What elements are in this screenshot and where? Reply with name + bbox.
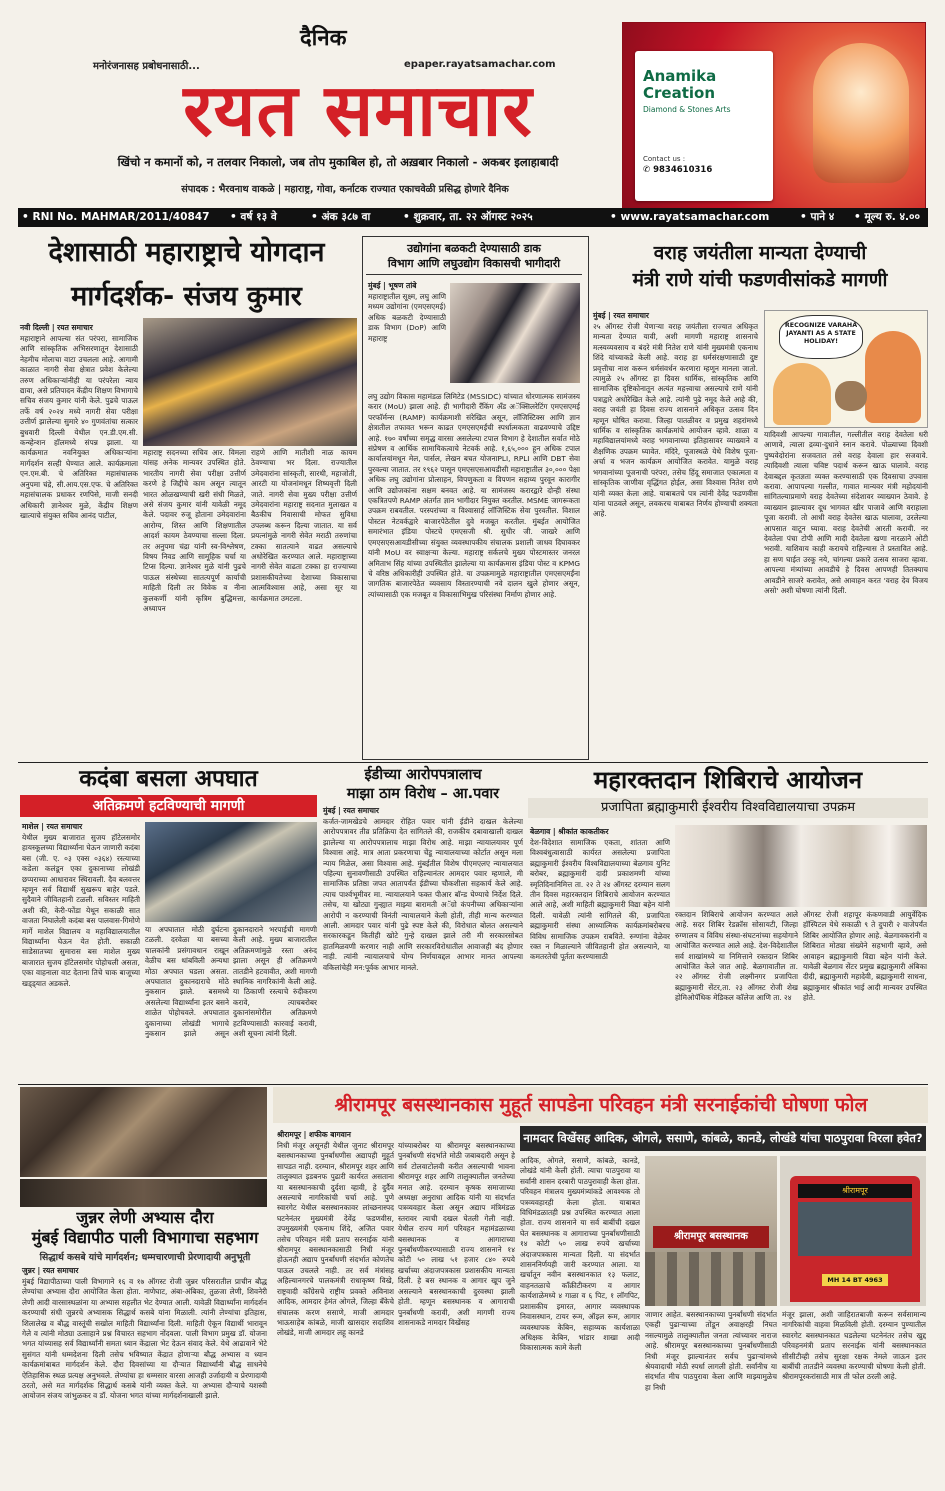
- story1-col3: राहणे आणि मातीशी नाळ कायम ठेवण्याचा भर दिला. राज्यातील उमेदवारांना सांस्कृती, सारथी, महाजोती, आरटी या योजनांमधून शिष्यवृत्ती दिली जाते. नागरी सेवा मुख्य परीक्षा उत्तीर्ण उमेदवारांना महाराष्ट्र सदनात मुलाखत व बैठकीच निवासाची मोफत सुविधा उपलब्ध करून दिल्या जातात. या सर्व प्रयत्नांमुळे नागरी सेवेत मराठी तरुणांचा टक्का सातत्याने वाढत असल्याचे अधोरेखित करण्यात आले. महाराष्ट्राच्या नागरी सेवेत वाढता टक्का हा राज्याच्या प्रशासकीयतेच्या देशाच्या विकासाचा आत्मविश्वास आहे, असा सूर या कार्यक्रमात उमटला.: [251, 448, 357, 603]
- bus-stand-photo: [645, 1156, 777, 1306]
- rni-number: • RNI No. MAHMAR/2011/40847: [22, 211, 210, 223]
- story7-subhead: सिद्धार्थ कसबे यांचे मार्गदर्शन; धम्मचारणाची प्रेरणादायी अनुभूती: [39, 1252, 251, 1263]
- bus-stand-sign: श्रीरामपूर बसस्थानक: [653, 1226, 769, 1248]
- story8-dateline: श्रीरामपूर | शफीक बागवान: [277, 1130, 351, 1139]
- issue-label: • अंक ३८७ वा: [311, 211, 371, 223]
- story8-col1: निधी मंजूर असूनही येथील जुनाट श्रीरामपूर बसस्थानकाच्या पुनर्बांधणीस अद्यापही मुहूर्त सापडत नाही. दरम्यान, श्रीरामपूर शहर आणि तालुक्यात इडबनफ पुढारी कार्यरत असताना या बसस्थानकाची दुर्दशा व्हावी, हे दुर्दैव असल्याचे नागरिकांची चर्चा आहे. पुणे स्वारगेट येथील बसस्थानकावर लांच्छनास्पद घटनेनंतर मुख्यमंत्री देवेंद्र फडणवीस, उपमुख्यमंत्री एकनाथ शिंदे, अजित पवार तसेच परिवहन मंत्री प्रताप सरनाईक यांनी श्रीरामपूर बसस्थानकासाठी निधी मंजूर होऊनही अद्याप पुनर्बांधणी संदर्भात कोणतेच पाऊल उचलले नाही. तर सर्व मंत्रांसह अहिल्यानगरचे पालकमंत्री राधाकृष्ण विखे, राष्ट्रवादी काँग्रेसचे राष्ट्रीय प्रवक्ते अविनाश आदिक, आमदार हेमंत ओगले, जिल्हा बँकेचे संचालक करण ससाणे, माजी आमदार भाऊसाहेब कांबळे, माजी खासदार सदाशिव लोखंडे, माजी आमदार लहू कानडे: [277, 1141, 394, 1338]
- story8-subhead: नामदार विखेंसह आदिक, ओगले, ससाणे, कांबळे, कानडे, लोखंडे यांचा पाठपुरावा विरला हवेत?: [520, 1126, 926, 1151]
- bus-stand-pillars: [645, 1252, 777, 1306]
- story4-subhead: अतिक्रमणे हटविण्याची मागणी: [20, 795, 317, 817]
- masthead-editor: संपादक : भैरवनाथ वाकळे | महाराष्ट्र, गोवा, कर्नाटक राज्यात एकाचवेळी प्रसिद्ध होणारे दैनिक: [181, 184, 509, 195]
- cartoon-idol: [835, 381, 867, 411]
- ad-phone: ✆ 9834610316: [643, 165, 713, 175]
- story7-photo-1: [20, 1087, 267, 1177]
- masthead-quote: खिंचो न कमानों को, न तलवार निकालो, जब तोप मुकाबिल हो, तो अख़बार निकालो - अकबर इलाहाबादी: [117, 155, 559, 169]
- story7-body: मुंबई विद्यापीठाच्या पाली विभागाने १६ व १७ ऑगस्ट रोजी जुन्नर परिसरातील प्राचीन बौद्ध लेण्यांचा अभ्यास दौरा आयोजित केला होता. नाणेघाट, अंबा-अंबिका, तुळजा लेणी, शिवनेरी लेणी आदी वारसास्थळांना या अभ्यास सहलीत भेट देण्यात आली. यावेळी विद्यार्थ्यांना मार्गदर्शन करण्याची संधी जुन्नरचे अभ्यासक सिद्धार्थ कसबे यांना मिळाली. त्यांनी लेण्यांचा इतिहास, शिलालेख व बौद्ध वास्तूंची सखोल माहिती विद्यार्थ्यांना दिली. माहिती ऐकून विद्यार्थी भारावून गेले व त्यांनी मोठ्या उत्साहाने प्रश्न विचारत सहभाग नोंदवला. पाली विभाग प्रमुख डॉ. योजना भगत यांच्यासह सर्व विद्यार्थ्यांनी समता ध्यान केंद्राला भेट देऊन संवाद केले. येथे आढावाने भेटे सुसंगत यांनी धम्मदेशना दिली तसेच भविष्यात केंद्रात होणाऱ्या बौद्ध अभ्यास व ध्यान कार्यक्रमांबाबत मार्गदर्शन केले. दौरा दिवसांच्या या दौऱ्यात विद्यार्थ्यांनी बौद्ध साधनेचे ऐतिहासिक स्थळ प्रत्यक्ष अनुभवले. लेण्यांचा हा धम्मसार वारसा आजही उर्जादायी व प्रेरणादायी ठरतो, असे मत मार्गदर्शक सिद्धार्थ कसबे यांनी व्यक्त केले. या अभ्यास दौऱ्याचे यशस्वी आयोजन संजय जांभुळकर व डॉ. योजना भगत यांच्या मार्गदर्शनाखाली झाले.: [22, 1277, 267, 1401]
- ad-contact-label: Contact us :: [643, 155, 686, 163]
- story2-dateline: मुंबई | भूषण तांबे: [368, 281, 417, 290]
- section-divider-2: [18, 1084, 928, 1085]
- story4-headline[interactable]: कदंबा बसला अपघात: [79, 766, 258, 792]
- story3-headline[interactable]: वराह जयंतीला मान्यता देण्याची मंत्री राणे यांची फडणवीसांकडे मागणी: [632, 242, 888, 291]
- price-label: • मूल्य रु. ४.००: [854, 211, 921, 223]
- story4-dateline: माशेल | रयत समाचार: [22, 822, 83, 831]
- story7-dateline: जुन्नर | रयत समाचार: [22, 1266, 79, 1275]
- bus-windshield: [798, 1202, 912, 1256]
- bus-photo: [780, 1156, 926, 1306]
- story7-headline[interactable]: जुन्नर लेणी अभ्यास दौरा मुंबई विद्यापीठ पाली विभागाचा सहभाग: [31, 1208, 259, 1247]
- date-label: • शुक्रवार, ता. २२ ऑगस्ट २०२५: [403, 211, 533, 223]
- story4-body: येथील मुख्य बाजारात सुजय हॉटेलसमोर हायस्कूलच्या विद्यार्थ्यांना घेऊन जाणारी कदंबा बस (जी. ए. ०३ एक्स ०३६४) रस्त्याच्या कडेला कलंडून एका दुकानाच्या लोखंडी छप्पराच्या आधारावर स्थिरावली. दैव बलवत्तर म्हणून सर्व विद्यार्थी सुखरूप बाहेर पडले. सुदैवाने जीवितहानी टळली. सविस्तर माहिती अशी की, केरी-फोंडा येथून सकाळी सात वाजता निघालेली कदंबा बस पालवास-गिमोणे मार्गे माशेल विद्यालय व महाविद्यालयातील विद्यार्थ्यांना घेऊन येत होती. सकाळी साडेसातच्या सुमारास बस माशेल मुख्य बाजारात सुजय हॉटेलसमोर पोहोचली असता, एका वाहनाला वाट देताना तिचे चाक बाजूच्या खड्ड्यात अडकले.: [22, 833, 140, 988]
- story8-headline[interactable]: श्रीरामपूर बसस्थानकास मुहूर्त सापडेना परिवहन मंत्री सरनाईकांची घोषणा फोल: [334, 1094, 868, 1116]
- story7-photo-2: [20, 1179, 267, 1207]
- story6-col2: रक्तदान शिबिराचे आयोजन करण्यात आले आहे. सदर शिबिर रेडक्रॉस सोसायटी, जिल्हा रुग्णालय व विविध संस्था-संघटनांच्या सहयोगाने आयोजित करण्यात आले आहे. देश-विदेशातील सर्व शाखांमध्ये या निमित्ताने रक्तदान शिबिर आयोजित केले जात आहे. बेळगावातील ता. २२ ऑगस्ट रोजी लक्ष्मीनगर प्रजापिता ब्रह्माकुमारी सेंटर,ता. २३ ऑगस्ट रोजी शेख होमिओपॅथिक मेडिकल कॉलेज आणि ता. २४: [675, 910, 798, 1003]
- story6-subhead: प्रजापिता ब्रह्माकुमारी ईश्वरीय विश्वविद्यालयाचा उपक्रम: [528, 798, 928, 818]
- story2-body: लघु उद्योग विकास महामंडळ लिमिटेड (MSSIDC) यांच्यात धोरणात्मक सामंजस्य करार (MoU) झाला आहे. ही भागीदारी रँकिंग अँड अॅक्सिलरेटिंग एमएसएमई परफॉर्मन्स (RAMP) कार्यक्रमाशी संरेखित असून, लॉजिस्टिक्स आणि ज्ञान क्षेत्रातील तफावत भरून काढत एमएसएमईंची स्पर्धात्मकता वाढवण्याचे उद्दिष्ट आहे. १७० वर्षांच्या समृद्ध वारसा असलेल्या टपाल विभाग हे देशातील सर्वात मोठे संप्रेषण व आर्थिक सामायिकत्वाचे नेटवर्क आहे. १,६५,००० हून अधिक टपाल कार्यालयांमधून मेल, पार्सल, लेखन बचत योजनाPLI, RPLI आणि DBT सेवा पुरवल्या जातात. तर १९६२ पासून एमएसएसआयडीसी महाराष्ट्रातील ३०,००० पेक्षा अधिक लघु उद्योगांना प्रोत्साहन, विपणुकता व विपणन सहाय्य पुरवून कारागीर आणि उद्योजकांना सक्षम बनवत आहे. या सामंजस्य करारद्वारे दोन्ही संस्था एकत्रितपणे RAMP अंतर्गत ज्ञान भागीदार नियुक्त करतील. MSME जागरूकता उपक्रम राबवतील. परस्परांच्या व विश्वासार्ह लॉजिस्टिक सेवा पुरवतील. विशाल पोस्टल नेटवर्कद्वारे बाजारपेठेतील दुवे मजबूत करतील. मुंबईत आयोजित समारंभात इंडिया पोस्टचे एमएसजी श्री. सुधीर जी. जाखरे आणि एमएसएसआयडीसीच्या संयुक्त व्यवस्थापकीय संचालक प्रशाली जाधव दिघावकर यांनी MoU वर स्वाक्षऱ्या केल्या. महाराष्ट्र सर्कलचे मुख्य पोस्टमास्तर जनरल अमिताभ सिंह यांच्या उपस्थितीत झालेल्या या कार्यक्रमास इंडिया पोस्ट व KPMG चे वरिष्ठ अधिकारीही उपस्थित होते. या उपक्रमामुळे महाराष्ट्रातील एमएसएमईंना जागतिक बाजारपेठेत व्यवसाय विस्तारण्याची नवे दालन खुले होणार असून, त्यांच्यासाठी एक मजबूत व विकासाभिमुख परिसंस्था निर्माण होणार आहे.: [368, 392, 580, 599]
- story4-col2: या अपघातात मोठी दुर्घटना टळली. दरवेळा या बसच्या चालकांनी प्रसंगावधान राखून वेळीच बस थांबविली अन्यथा मोठा अपघात घडला असता. अपघातात दुकानदाराचे मोठे नुकसान झाले. बसमध्ये असलेल्या विद्यार्थ्यांना इतर बसने शाळेत पोहोचवले. अपघातात दुकानाच्या लोखंडी भागाचे नुकसान झाले असून दुकानदाराने भरपाईची मागणी केली आहे. मुख्य बाजारातील अतिक्रमणांमुळे रस्ता अरुंद झाला असून ही अतिक्रमणे तातडीने हटवावीत, अशी मागणी स्थानिक नागरिकांनी केली आहे. या ठिकाणी रस्त्याचे रुंदीकरण करावे, त्याचबरोबर दुकानांसमोरील अतिक्रमणे हटविण्यासाठी कारवाई करावी, अशी सूचना त्यांनी दिली.: [145, 925, 317, 1039]
- story5-dateline: मुंबई | रयत समाचार: [323, 806, 379, 815]
- story4-photo: [145, 822, 317, 922]
- cartoon-figure-right: [865, 331, 921, 423]
- story5-body: कर्जत-जामखेडचे आमदार रोहित पवार यांनी ईडीने दाखल केलेल्या आरोपपत्रावर तीव्र प्रतिक्रिया देत सांगितले की, राजकीय दबावाखाली दाखल झालेल्या या आरोपपत्रालाच माझा विरोध आहे. माझा न्यायालयावर पूर्ण विश्वास आहे. मात्र आता प्रकरणाचा चेंडू न्यायालयाच्या कोर्टात असून मला न्याय मिळेल, असा विश्वास आहे. मुंबईतील विशेष पीएमएलए न्यायालयात पहिल्या सुनावणीसाठी उपस्थित राहिल्यानंतर आमदार पवार म्हणाले, मी सामाजिक प्रतिष्ठा जपत आतापर्यंत ईडीच्या चौकशीला सहकार्य केले आहे. त्याच पार्श्वभूमीवर मा. न्यायालयाने फक्त पीआर बॉन्ड घेण्याचे निर्देश दिले. तसेच, या खोट्या गुन्ह्यात माझ्या बारामती अॅग्रो कंपनीच्या अधिकाऱ्यांना आरोपी न करण्याची विनंती न्यायालयाने केली होती, तीही मान्य करण्यात आली. आमदार पवार यांनी पुढे स्पष्ट केले की, विरोधात बोलत असल्याने सरकारकडून कितीही खोटे गुन्हे दाखल झाले तरी मी सरकारसोबत हातमिळवणी करणार नाही आणि सरकारविरोधातील आवाजही बंद होणार नाही. त्यांनी न्यायालयाचे योग्य निर्णयावद्दल आभार मानत आपल्या वकिलांचेही मन:पूर्वक आभार मानले.: [323, 817, 523, 972]
- story8-col2: यांच्याबरोबर या श्रीरामपूर बसस्थानकाच्या पुनर्बांधणी संदर्भाते मोठी जबाबदारी असून हे सर्व टोलवाटोलवी करीत असल्याची भावना श्रीरामपूर शहर आणि तालुक्यातील जनतेच्या मनात आहे. दरम्यान कृषक समाजाच्या अध्यक्षा अनुराधा आदिक यांनी या संदर्भात पत्रव्यवहार केला असून अद्याप मंत्रिमंडळ स्तरावर त्याची दखल घेतली गेली नाही. येथील राज्य मार्ग परिवहन महामंडळाच्या बसस्थानक व आगाराच्या पुनर्बांधणीकरण्यासाठी राज्य शासनाने १४ कोटी ५० लाख ५१ हजार ८४० रुपये खर्चाच्या अंदाजपत्रकास प्रशासकीय मान्यता दिली. हे बस स्थानक व आगार खूप जुने असल्याने बसस्थानकाची दुरवस्था झाली होती. म्हणून बसस्थानक व आगाराची पुनर्बांधणी करावी, अशी मागणी राज्य शासनाकडे नामदार विखेंसह: [398, 1141, 515, 1327]
- story2-headline[interactable]: उद्योगांना बळकटी देण्यासाठी डाक विभाग आणि लघुउद्योग विकासची भागीदारी: [366, 241, 582, 275]
- ad-subtitle: Diamond & Stones Arts: [643, 105, 731, 114]
- story6-body: देश-विदेशात सामाजिक एकता, शांतता आणि विश्वबंधुत्वासाठी कार्यरत असलेल्या प्रजापिता ब्रह्माकुमारी ईश्वरीय विश्वविद्यालयाच्या बेळगाव युनिट बरोबर, ब्रह्माकुमारी दादी प्रकाशमणी यांच्या स्मृतिदिनानिमित्त ता. २२ ते २४ ऑगस्ट दरम्यान सलग तीन दिवस महारक्तदान शिबिराचे आयोजन करण्यात आले आहे, अशी माहिती ब्रह्माकुमारी विद्या बहेन यांनी दिली. यावेळी त्यांनी सांगितले की, प्रजापिता ब्रह्माकुमारी संस्था आध्यात्मिक कार्यक्रमांबरोबरच विविध सामाजिक उपक्रम राबविते. रुग्णांना वेळेवर रक्त न मिळाल्याने जीवितहानी होत असल्याने, या कमतरतेची पूर्तता करण्यासाठी: [530, 838, 670, 962]
- ganesha-figure: [813, 43, 909, 183]
- story2-photo: [450, 283, 580, 383]
- tagline: मनोरंजनासह प्रबोधनासाठी...: [93, 61, 200, 72]
- pages-label: • पाने ४: [800, 211, 835, 223]
- website-link[interactable]: • www.rayatsamachar.com: [610, 211, 770, 223]
- story6-headline[interactable]: महारक्तदान शिबिराचे आयोजन: [593, 766, 863, 794]
- section-divider: [18, 762, 928, 763]
- ad-brand: Anamika Creation: [643, 67, 717, 102]
- cartoon-figure: [773, 363, 831, 425]
- masthead-title: रयत समाचार: [183, 68, 533, 152]
- infobar-rule-top: [18, 205, 928, 206]
- phone-icon: ✆: [643, 165, 654, 175]
- epaper-link[interactable]: epaper.rayatsamachar.com: [404, 59, 556, 70]
- daily-label: दैनिक: [300, 26, 347, 51]
- year-label: • वर्ष १३ वे: [230, 211, 277, 223]
- story3-dateline: मुंबई | रयत समाचार: [593, 311, 649, 320]
- bus-number-plate: MH 14 BT 4963: [822, 1274, 888, 1286]
- bus-destination-board: श्रीरामपूर: [798, 1184, 912, 1198]
- story8-col3: आदिक, ओगले, ससाणे, कांबळे, कानडे, लोखंडे यांनी केली होती. त्याचा पाठपुरावा या सर्वांनी शासन दरबारी पाठपुरावाही केला होता. परिवहन मंत्रालय मुख्यमंत्र्यांकडे आवश्यक तो पत्रव्यवहारही केला होता. याबाबत विधिमंडळातही प्रश्न उपस्थित करण्यात आला होता. राज्य शासनाने या सर्व बाबींची दखल घेत बसस्थानक व आगाराच्या पुनर्बांधणीसाठी १४ कोटी ५० लाख रुपये खर्चाच्या अंदाजपत्रकास मान्यता दिली. या संदर्भात शासननिर्णयही जारी करण्यात आला. या खर्चातून नवीन बसस्थानकात १३ फलाट, वाहनतळाचे काँक्रीटीकरण व आगार कार्यशाळेमध्ये ४ गाळा व ६ पिट, १ लॉगपिट, प्रशासकीय इमारत, आगार व्यवस्थापक निवासस्थान, टायर रूम, ऑइल रूम, आगार व्यवस्थापक केबिन, सहाय्यक कार्यशाळा अधिक्षक केबिन, भांडार शाखा आदी विकासात्मक कामे केली: [520, 1156, 640, 1353]
- story6-col3: ऑगस्ट रोजी शहापूर कंकणवाडी आयुर्वेदिक हॉस्पिटल येथे सकाळी ९ ते दुपारी २ वाजेपर्यंत शिबिर आयोजित होणार आहे. बेळगावकरांनी व शिबिरात मोठ्या संख्येने सहभागी व्हावे, असे आवाहन ब्रह्माकुमारी विद्या बहेन यांनी केले. यावेळी बेळगाव सेंटर प्रमुख ब्रह्माकुमारी अंबिका दीदी, ब्रह्माकुमारी महादेवी, ब्रह्माकुमारी साधना, ब्रह्माकुमार श्रीकांत भाई आदी मान्यवर उपस्थित होते.: [803, 910, 927, 1003]
- story1-col2: महाराष्ट्र सदनच्या सचिव आर. विमला यांसह अनेक मान्यवर उपस्थित होते. भारतीय नागरी सेवा परीक्षा उत्तीर्ण करणे हे जिद्दीचे काम असून त्यातून भारत ओळखण्याची खरी संधी मिळते, असे संजय कुमार यांनी यावेळी नमूद केले. पदावर रुजू होताना उमेदवारांना आरोग्य, शिस्त आणि शिक्षणातील आदर्श कायम ठेवण्याचा सल्ला दिला. तर अनुपमा चंद्रा यांनी स्व-विश्लेषण, विषय निवड आणि सामूहिक चर्चा या टिप्स दिल्या. ज्ञानेश्वर मुळे यांनी पुढचे पाऊल संस्थेच्या सातत्यपूर्ण कार्याची माहिती दिली तर विवेक व नीना कुलकर्णी यांनी कृत्रिम बुद्धिमत्ता, अध्यापन: [143, 448, 246, 614]
- cartoon-speech-bubble: RECOGNIZE VARAHA JAYANTI AS A STATE HOLIDAY!: [779, 315, 863, 359]
- story1-photo: [143, 318, 357, 446]
- story1-headline-2[interactable]: मार्गदर्शक- संजय कुमार: [71, 281, 302, 312]
- story3-body: २५ ऑगस्ट रोजी येणाऱ्या वराह जयंतीला राज्यात अधिकृत मान्यता देण्यात यावी, अशी मागणी महाराष्ट्र शासनाचे मत्स्यव्यवसाय व बंदरे मंत्री नितेश राणे यांनी मुख्यमंत्री एकनाथ शिंदे यांच्याकडे केली आहे. वराह हा धर्मसंरक्षणासाठी दुष्ट प्रवृत्तीचा नाश करून धर्मसंवर्धन करणारा म्हणून मानला जातो. त्यामुळे २५ ऑगस्ट हा दिवस धार्मिक, सांस्कृतिक आणि सामाजिक दृष्टिकोनातून अत्यंत महत्त्वाचा असल्याचे राणे यांनी पत्राद्वारे अधोरेखित केले आहे. त्यांनी पुढे नमूद केले आहे की, वराह जयंती हा दिवस राज्य शासनाने अधिकृत उत्सव दिन म्हणून घोषित करावा. जिल्हा पातळीवर व प्रमुख शहरांमध्ये धार्मिक व सांस्कृतिक कार्यक्रमांचे आयोजन व्हावे. शाळा व महाविद्यालयांमध्ये वराह भगवानाच्या इतिहासावर व्याख्याने व शैक्षणिक उपक्रम घ्यावेत. मंदिरे, पूजास्थळे येथे विशेष पूजा-अर्चा व भजन कार्यक्रम आयोजित करावेत. यामुळे वराह भगवानांच्या पूजनाची परंपरा, तसेच हिंदू समाजात एकात्मता व सांस्कृतिक जाणीवा वृद्धिंगत होईल, असा विश्वास नितेश राणे यांनी व्यक्त केला आहे. याबाबतचे पत्र त्यांनी देवेंद्र फडणवीस यांना पाठवले असून, लवकरच याबाबत निर्णय होण्याची शक्यता आहे.: [593, 322, 758, 519]
- story3-cartoon: [764, 310, 928, 428]
- story6-photo: [675, 825, 927, 907]
- story3-col2: यादिवशी आपल्या गावातील, गल्लीतील वराह देवतेला धरी आणावे, त्याला द्रव्या-दुधाने स्नान करावे. पोळ्याच्या दिवशी पुष्पवेदोरांना सजवतात तसे वराह देवाला हार सजवावे. त्यादिवशी त्याला चविष्ट पदार्थ करून खाऊ घालावे. वराह देवाबद्दल कृतज्ञता व्यक्त करण्यासाठी एक दिवसाचा उपवास करावा. आपापल्या गल्लीत, गावात मान्यवर मंत्री महोदयांनी सांगितल्याप्रमाणे वराह देवतेच्या संदेशावर व्याख्यान ठेवावे. हे व्याख्यान झाल्यावर दूध भागवत खीर पाजावे आणि वराहाला पूजा करावी. तो आधी वराह देवतेस खाऊ घालावा, उरलेल्या आपसात वाटून घ्यावा. वराह देवतेची आरती करावी. नर देवतेला पंचा टोपी आणि मादी देवतेला खणा नारळाने ओटी भरावी. याशिवाय काही करायचे राहिल्यास ते प्रस्तावित आहे. हा सण घाईत उरकू नये, चांगल्या प्रकारे उत्सव साजरा व्हावा. आपल्या मंत्र्यांच्या आवडीचे हे दिवस आपणही तितक्याच आवडीने साजरे करावेत, असे आवाहन करत 'वराह देव विजय असो' अशी घोषणा त्यांनी दिली.: [764, 430, 928, 596]
- advertisement[interactable]: [622, 22, 926, 212]
- story8-col5: मंजूर झाला, अशी जाहिरातबाजी करून सर्वसामान्य नागरिकांची वाहवा मिळविली होती. दरम्यान पुण्यातील स्वारगेट बसस्थानकात घडलेल्या घटनेनंतर तसेच खुद्द परिवहनमंत्री प्रताप सरनाईक यांनी बसस्थानकात सीसीटीव्ही तसेच सुरक्षा रक्षक नेमले जाऊन इतर बाबींची तातडीने व्यवस्था करण्याची घोषणा केली होती. श्रीरामपूरकरांसाठी मात्र ती फोल ठरली आहे.: [782, 1310, 926, 1382]
- story2-lead: महाराष्ट्रातील सूक्ष्म, लघु आणि मध्यम उद्योगांना (एमएसएमई) अधिक बळकटी देण्यासाठी डाक विभाग (DoP) आणि महाराष्ट्र: [368, 292, 446, 343]
- story8-col4: जाणार आहेत. बसस्थानकाच्या पुनर्बांधणी संदर्भात एकही पुढाऱ्याच्या तोंडून अवाक्षरही निघत नसल्यामुळे तालुक्यातील जनता त्यांच्यावर नाराज आहे. श्रीरामपूर बसस्थानकाच्या पुनर्बांधणीसाठी निधी मंजूर झाल्यानंतर सर्वच पुढाऱ्यांमध्ये श्रेयवादाची मोठी स्पर्धा लागली होती. सर्वांनीच या संदर्भात मीच पाठपुरावा केला आणि माझ्यामुळेच हा निधी: [645, 1310, 777, 1392]
- story1-dateline: नवी दिल्ली | रयत समाचार: [20, 323, 93, 332]
- story5-headline[interactable]: ईडीच्या आरोपपत्रालाच माझा ठाम विरोध – आ.पवार: [346, 767, 500, 802]
- story1-headline-1[interactable]: देशासाठी महाराष्ट्राचे योगदान: [48, 237, 325, 268]
- info-bar: [18, 208, 928, 227]
- story6-dateline: बेळगाव | श्रीकांत काकतीकर: [530, 827, 609, 836]
- story1-col1: महाराष्ट्राने आपल्या संत परंपरा, सामाजिक आणि सांस्कृतिक अभिसरणातून देशासाठी नेहमीच मोलाचा वाटा उचलला आहे. आगामी काळात नागरी सेवा क्षेत्रात प्रवेश केलेल्या तरुण अधिकाऱ्यांनीही या परंपरेला न्याय द्यावा, असे प्रतिपादन केंद्रीय शिक्षण विभागाचे सचिव संजय कुमार यांनी केले. पुढचे पाऊल तर्फे वर्ष २०२४ मध्ये नागरी सेवा परीक्षा उत्तीर्ण झालेल्या सुमारे ४० गुणवंतांचा सत्कार बुधवारी दिल्ली येथील एन.डी.एम.सी. कन्व्हेन्शन हॉलमध्ये संपन्न झाला. या कार्यक्रमात नवनियुक्त अधिकाऱ्यांना मार्गदर्शन सल्ही घेण्यात आले. कार्यक्रमाला एन.एम.बी. चे अतिरिक्त महासंचालक अनुपमा चंद्रे, सी.आय.एस.एफ. चे अतिरिक्त महासंचालक प्रधाकर रणपिसे, माजी सनदी अधिकारी ज्ञानेश्वर मुळे, केंद्रीय शिक्षण खात्याचे संयुक्त सचिव आनंद पाटील,: [20, 334, 138, 520]
